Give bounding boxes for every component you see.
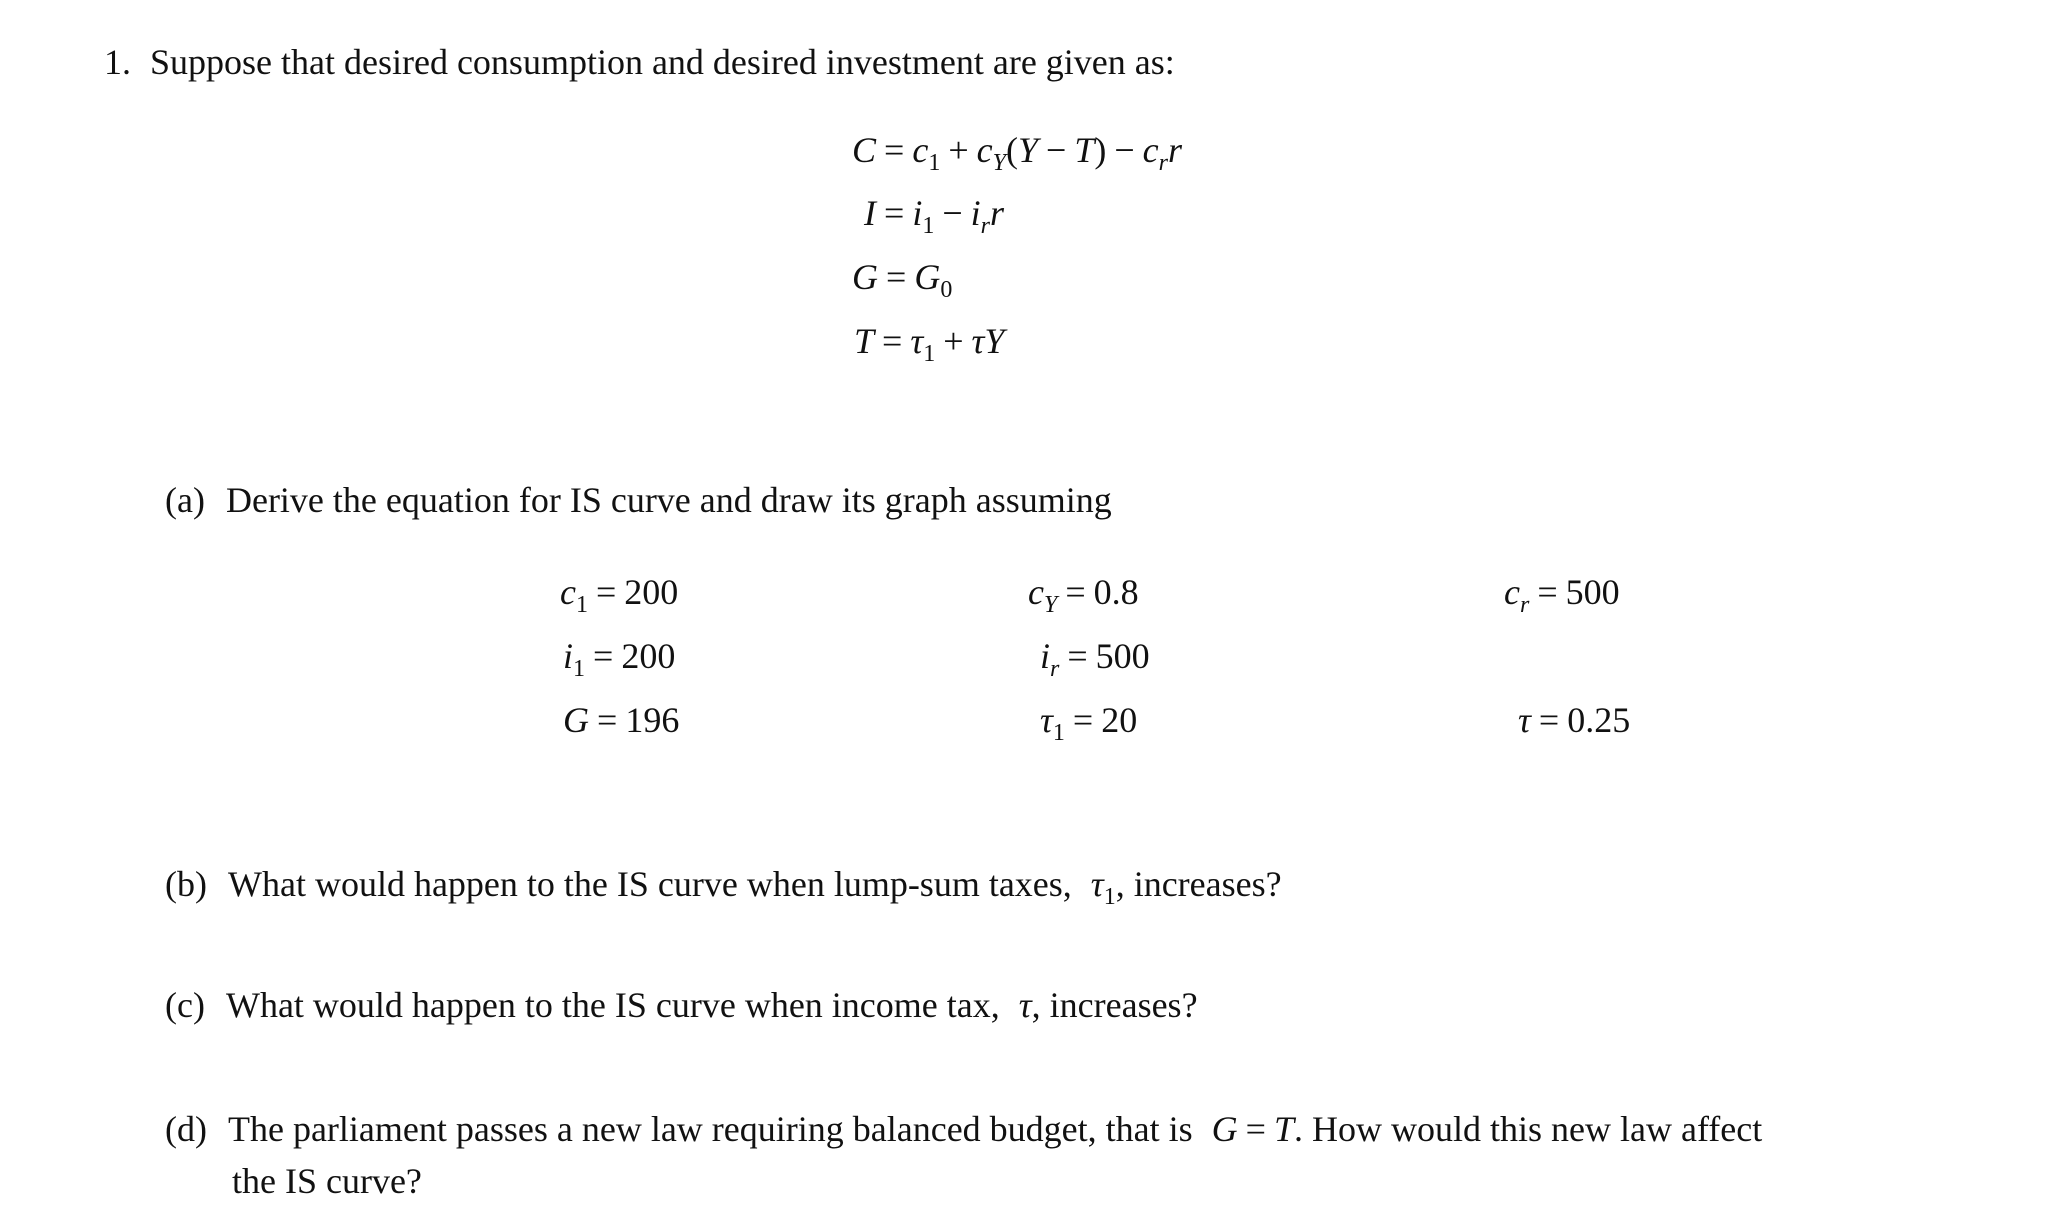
part-a-text: Derive the equation for IS curve and draw its graph assuming [225,480,1112,520]
param-cr: $c_r = 500$ [1504,572,1620,618]
part-d-text-end: . How would this new law affect [1294,1109,1763,1149]
equation-taxes: $T = \tau_1 + \tau Y$ [854,321,1005,367]
part-d-text: The parliament passes a new law requiring balanced budget, that is [227,1109,1193,1149]
part-d-question: (d) The parliament passes a new law requiring balanced budget, that is G = T. How would this new law affect [165,1109,1763,1149]
part-a-question [165,482,1112,518]
param-i1: $i_1 = 200$ [563,636,676,682]
param-cY: $c_Y = 0.8$ [1028,572,1139,618]
part-d-label: (d) [165,1109,207,1149]
param-tau: τ = 0.25 [1518,700,1631,740]
part-d-question-line2: the IS curve? [232,1161,422,1201]
param-tau1: $\tau_1 = 20$ [1040,700,1138,746]
part-b-question: (b) What would happen to the IS curve when lump-sum taxes, $\tau_1$, increases? [165,864,1282,910]
param-G: G = 196 [563,700,680,740]
equation-consumption: $C = c_1 + c_Y(Y - T) - c_rr$ [852,130,1182,176]
part-c-label: (c) [165,985,205,1025]
part-b-text-end: , increases? [1115,864,1282,904]
equation-government: $G = G_0$ [852,257,953,303]
problem-number: 1. [104,42,131,82]
equation-investment: $I = i_1 - i_rr$ [864,193,1005,239]
part-a-label: (a) [165,480,205,520]
param-ir: $i_r = 500$ [1040,636,1150,682]
param-c1: $c_1 = 200$ [560,572,679,618]
part-b-text: What would happen to the IS curve when lump-sum taxes, [227,864,1072,904]
part-b-label: (b) [165,864,207,904]
problem-intro-text: Suppose that desired consumption and desired investment are given as: [150,42,1175,82]
problem-intro [104,44,1175,80]
part-c-text-end: , increases? [1031,985,1198,1025]
part-c-question: (c) What would happen to the IS curve when income tax, τ, increases? [165,985,1198,1025]
part-c-text: What would happen to the IS curve when income tax, [225,985,1000,1025]
